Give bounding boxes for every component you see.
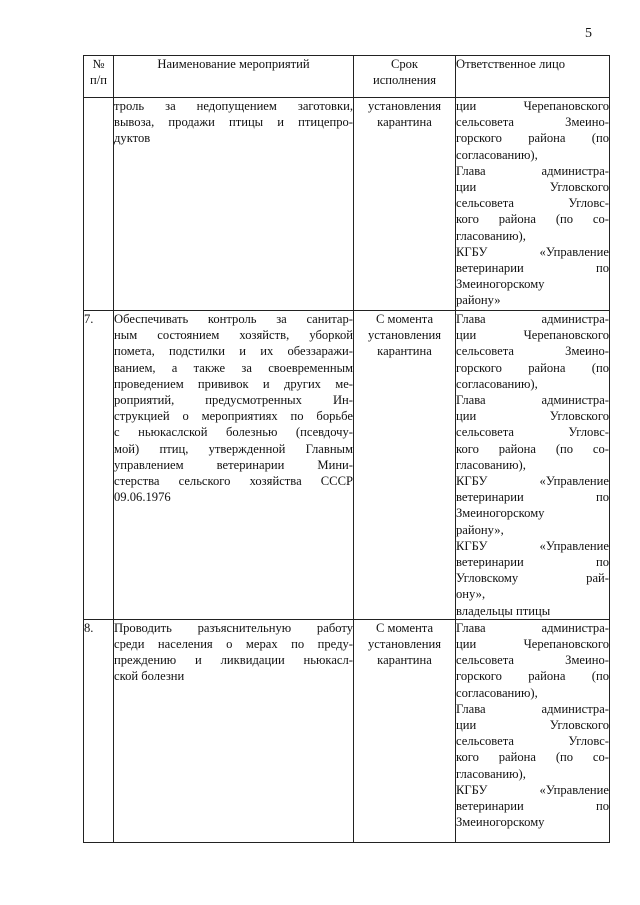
event-name-cell bbox=[114, 619, 354, 842]
responsible-line: Глава администра- bbox=[456, 620, 609, 635]
responsible-line: ции Черепановского bbox=[456, 637, 609, 652]
table-row bbox=[84, 619, 610, 842]
term-line: карантина bbox=[377, 115, 432, 130]
responsible-line: согласованию), bbox=[456, 685, 538, 700]
responsible-line: ветеринарии по bbox=[456, 555, 609, 570]
responsible-line: сельсовета Угловс- bbox=[456, 425, 609, 440]
event-name-cell bbox=[114, 98, 354, 311]
event-name-line: ской болезни bbox=[114, 669, 185, 684]
table-header-row bbox=[84, 56, 610, 98]
term-cell bbox=[354, 311, 456, 620]
responsible-line: ветеринарии по bbox=[456, 490, 609, 505]
event-name-line: ванием, а также за своевременным bbox=[114, 360, 353, 375]
responsible-line: сельсовета Змеино- bbox=[456, 344, 609, 359]
responsible-line: Глава администра- bbox=[456, 393, 609, 408]
responsible-line: кого района (по со- bbox=[456, 212, 609, 227]
responsible-line: ветеринарии по bbox=[456, 261, 609, 276]
event-name-line: троль за недопущением заготовки, bbox=[114, 99, 353, 113]
event-name-line: управлением ветеринарии Мини- bbox=[114, 457, 353, 472]
responsible-line: Змеиногорскому bbox=[456, 815, 545, 830]
responsible-line: кого района (по со- bbox=[456, 441, 609, 456]
term-cell bbox=[354, 619, 456, 842]
event-name-line: проведением прививок и других ме- bbox=[114, 376, 353, 391]
responsible-line: ону», bbox=[456, 587, 486, 602]
responsible-line: ции Угловского bbox=[456, 718, 609, 733]
term-cell bbox=[354, 98, 456, 311]
event-name-line: Обеспечивать контроль за санитар- bbox=[114, 312, 353, 326]
responsible-line: ветеринарии по bbox=[456, 799, 609, 814]
row-number: 7. bbox=[84, 311, 114, 620]
event-name-line: преждению и ликвидации ньюкасл- bbox=[114, 653, 353, 668]
header-responsible: Ответственное лицо bbox=[456, 56, 610, 98]
event-name-line: роприятий, предусмотренных Ин- bbox=[114, 393, 353, 408]
term-line: установления bbox=[367, 637, 442, 652]
responsible-line: КГБУ «Управление bbox=[456, 474, 609, 489]
table-row bbox=[84, 98, 610, 311]
page-number: 5 bbox=[585, 26, 592, 41]
event-name-line: 09.06.1976 bbox=[114, 490, 171, 505]
responsible-cell bbox=[456, 311, 610, 620]
responsible-line: ции Угловского bbox=[456, 180, 609, 195]
responsible-line: горского района (по bbox=[456, 131, 609, 146]
responsible-line: КГБУ «Управление bbox=[456, 244, 609, 259]
responsible-line: кого района (по со- bbox=[456, 750, 609, 765]
responsible-line: ции Черепановского bbox=[456, 328, 609, 343]
event-name-line: среди населения о мерах по преду- bbox=[114, 637, 353, 652]
responsible-cell bbox=[456, 98, 610, 311]
event-name-line: мой) птиц, утвержденной Главным bbox=[114, 441, 353, 456]
responsible-line: сельсовета Змеино- bbox=[456, 653, 609, 668]
header-number-symbol: № bbox=[92, 57, 105, 71]
responsible-line: гласованию), bbox=[456, 228, 526, 243]
responsible-line: ции Угловского bbox=[456, 409, 609, 424]
responsible-line: Глава администра- bbox=[456, 163, 609, 178]
responsible-line: ции Черепановского bbox=[456, 99, 609, 113]
event-name-line: ным состоянием хозяйств, уборкой bbox=[114, 328, 353, 343]
header-term bbox=[354, 56, 456, 98]
header-term-line: исполнения bbox=[372, 73, 437, 88]
responsible-line: КГБУ «Управление bbox=[456, 538, 609, 553]
responsible-line: сельсовета Угловс- bbox=[456, 734, 609, 749]
responsible-line: Глава администра- bbox=[456, 701, 609, 716]
responsible-line: гласованию), bbox=[456, 766, 526, 781]
responsible-line: сельсовета Змеино- bbox=[456, 115, 609, 130]
responsible-line: сельсовета Угловс- bbox=[456, 196, 609, 211]
table-row bbox=[84, 311, 610, 620]
responsible-line: району», bbox=[456, 522, 504, 537]
term-line: установления bbox=[367, 328, 442, 343]
responsible-line: Змеиногорскому bbox=[456, 277, 545, 292]
event-name-line: струкцией о мероприятиях по борьбе bbox=[114, 409, 353, 424]
responsible-line: Глава администра- bbox=[456, 312, 609, 326]
events-table bbox=[83, 55, 610, 843]
responsible-line: району» bbox=[456, 293, 501, 308]
header-term-line: Срок bbox=[390, 57, 419, 71]
responsible-line: владельцы птицы bbox=[456, 603, 551, 618]
header-number bbox=[84, 56, 114, 98]
table-body bbox=[84, 98, 610, 843]
event-name-line: дуктов bbox=[114, 131, 151, 146]
responsible-line: горского района (по bbox=[456, 669, 609, 684]
responsible-cell bbox=[456, 619, 610, 842]
responsible-line: Змеиногорскому bbox=[456, 506, 545, 521]
responsible-line: Угловскому рай- bbox=[456, 571, 609, 586]
responsible-line: гласованию), bbox=[456, 457, 526, 472]
term-line: С момента bbox=[375, 312, 434, 326]
event-name-line: с ньюкаслской болезнью (псевдочу- bbox=[114, 425, 353, 440]
term-line: карантина bbox=[377, 653, 432, 668]
term-line: карантина bbox=[377, 344, 432, 359]
header-event-name: Наименование мероприятий bbox=[114, 56, 354, 98]
responsible-line: согласованию), bbox=[456, 147, 538, 162]
responsible-line: горского района (по bbox=[456, 360, 609, 375]
event-name-line: стерства сельского хозяйства СССР bbox=[114, 474, 353, 489]
row-number bbox=[84, 98, 114, 311]
term-line: установления bbox=[367, 99, 442, 113]
event-name-line: вывоза, продажи птицы и птицепро- bbox=[114, 115, 353, 130]
responsible-line: КГБУ «Управление bbox=[456, 782, 609, 797]
header-number-abbr: п/п bbox=[90, 73, 107, 88]
event-name-line: Проводить разъяснительную работу bbox=[114, 620, 353, 635]
event-name-line: помета, подстилки и их обеззаражи- bbox=[114, 344, 353, 359]
event-name-cell bbox=[114, 311, 354, 620]
responsible-line: согласованию), bbox=[456, 376, 538, 391]
term-line: С момента bbox=[375, 620, 434, 635]
row-number: 8. bbox=[84, 619, 114, 842]
